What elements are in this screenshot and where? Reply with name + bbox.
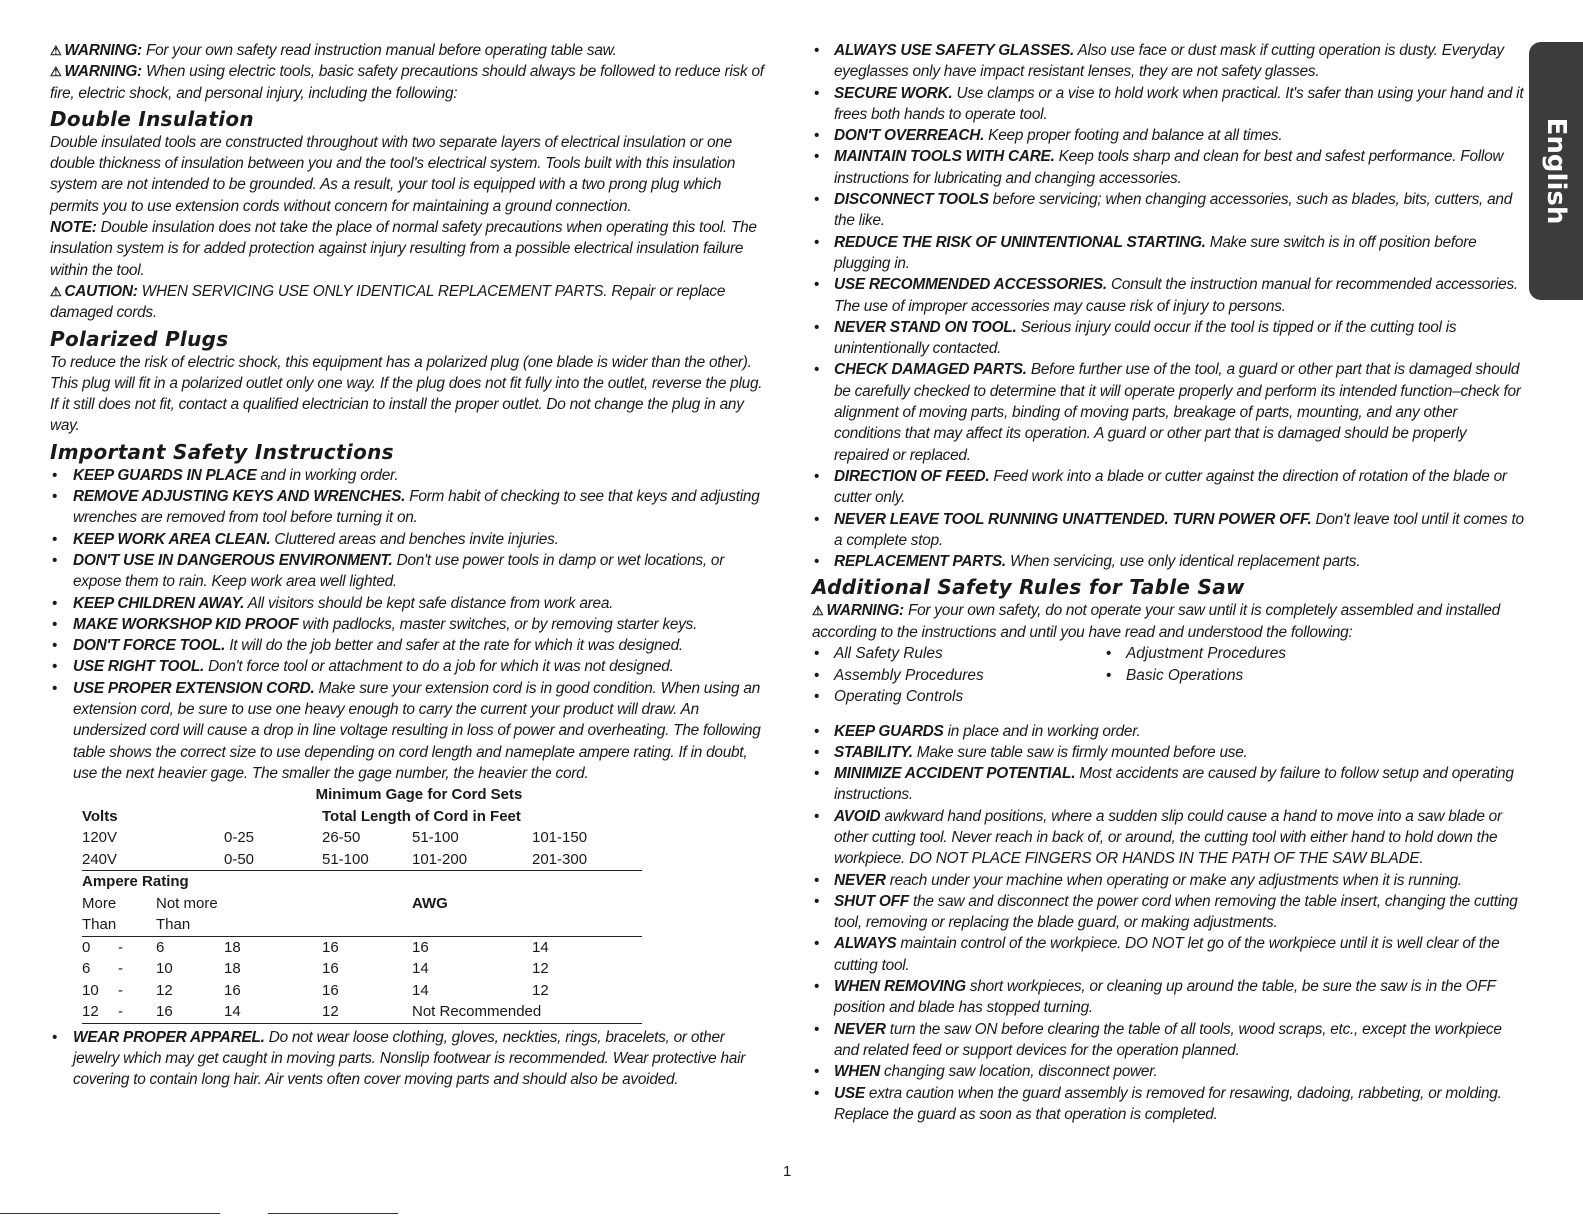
right-column <box>812 40 1524 1125</box>
list-item: • ALWAYS maintain control of the workpiece. DO NOT let go of the workpiece until it is well clear of the cutting tool. <box>812 933 1524 976</box>
table-row <box>82 871 642 893</box>
list-item: • DON'T USE IN DANGEROUS ENVIRONMENT. Don't use power tools in damp or wet locations, or expose them to rain. Keep work area well lighted. <box>50 550 765 593</box>
additional-safety-heading: Additional Safety Rules for Table Saw <box>812 575 1245 600</box>
list-item: • KEEP CHILDREN AWAY. All visitors should be kept safe distance from work area. <box>50 593 765 614</box>
ampere-header: Ampere Rating <box>82 873 189 891</box>
list-item: • NEVER reach under your machine when operating or make any adjustments when it is running. <box>812 870 1524 891</box>
list-item: • NEVER STAND ON TOOL. Serious injury could occur if the tool is tipped or if the cutting tool is unintentionally contacted. <box>812 317 1524 360</box>
list-item: • Adjustment Procedures <box>1104 643 1286 665</box>
list-item: • USE extra caution when the guard assembly is removed for resawing, dadoing, rabbeting, or molding. Replace the guard as soon as that operation is completed. <box>812 1083 1524 1126</box>
sublist-row <box>812 686 1524 708</box>
list-item: • MINIMIZE ACCIDENT POTENTIAL. Most accidents are caused by failure to follow setup and operating instructions. <box>812 763 1524 806</box>
double-insulation-heading: Double Insulation <box>50 106 254 131</box>
important-safety-heading: Important Safety Instructions <box>50 439 394 464</box>
list-item: • WEAR PROPER APPAREL. Do not wear loose clothing, gloves, neckties, rings, bracelets, or other jewelry which may get caught in moving parts. Nonslip footwear is recommended. Wear protective hair covering to contain long hair. Air vents often cover moving parts and should also be avoided. <box>50 1027 765 1091</box>
list-item: • DIRECTION OF FEED. Feed work into a blade or cutter against the direction of rotation of the blade or cutter only. <box>812 466 1524 509</box>
table-row: 0 - 6 18 16 16 14 <box>82 938 549 956</box>
polarized-plugs-text: To reduce the risk of electric shock, this equipment has a polarized plug (one blade is wider than the other). This plug will fit in a polarized outlet only one way. If the plug does not fit fully into the outlet, reverse the plug. If it still does not fit, contact a qualified electrician to install the proper outlet. Do not change the plug in any way. <box>50 353 763 435</box>
list-item: • MAKE WORKSHOP KID PROOF with padlocks, master switches, or by removing starter keys. <box>50 614 765 635</box>
important-safety-list <box>50 465 765 784</box>
table-row: 12 - 16 14 12 Not Recommended <box>82 1001 642 1023</box>
list-item: • CHECK DAMAGED PARTS. Before further use of the tool, a guard or other part that is damaged should be carefully checked to determine that it will operate properly and perform its intended function–check for alignment of moving parts, binding of moving parts, breakage of parts, mounting, and any other conditions that may affect its operation. A guard or other part that is damaged should be properly repaired or replaced. <box>812 359 1524 465</box>
general-safety-list <box>812 40 1524 572</box>
bottom-rule <box>268 1213 398 1214</box>
apparel-list <box>50 1027 765 1091</box>
list-item: • STABILITY. Make sure table saw is firmly mounted before use. <box>812 742 1524 763</box>
warning-triangle-icon: ⚠ <box>50 283 62 299</box>
awg-header: AWG <box>412 894 448 912</box>
list-item: • REDUCE THE RISK OF UNINTENTIONAL STARTING. Make sure switch is in off position before plugging in. <box>812 232 1524 275</box>
bottom-rule <box>0 1213 220 1214</box>
language-tab <box>1529 42 1583 300</box>
note-paragraph: NOTE: Double insulation does not take the place of normal safety precautions when operating this tool. The insulation system is for added protection against injury resulting from a possible electrical insulation failure within the tool. <box>50 219 757 279</box>
warning-triangle-icon: ⚠ <box>50 43 62 58</box>
cord-gage-table <box>82 806 642 1024</box>
list-item: • WHEN changing saw location, disconnect power. <box>812 1061 1524 1082</box>
language-tab-label: English <box>1541 117 1571 225</box>
length-header: Total Length of Cord in Feet <box>322 807 521 825</box>
list-item: • WHEN REMOVING short workpieces, or cleaning up around the table, be sure the saw is in the OFF position and blade has stopped turning. <box>812 976 1524 1019</box>
page-number: 1 <box>783 1163 792 1180</box>
table-row: More Not more AWG <box>82 893 642 915</box>
table-row: 120V 0-25 26-50 51-100 101-150 <box>82 829 588 847</box>
table-row: 240V 0-50 51-100 101-200 201-300 <box>82 849 642 871</box>
list-item: • REMOVE ADJUSTING KEYS AND WRENCHES. Form habit of checking to see that keys and adjusting wrenches are removed from tool before turning it on. <box>50 486 765 529</box>
cord-table-title: Minimum Gage for Cord Sets <box>315 786 523 804</box>
list-item: • REPLACEMENT PARTS. When servicing, use only identical replacement parts. <box>812 551 1524 572</box>
list-item: • USE RIGHT TOOL. Don't force tool or attachment to do a job for which it was not designed. <box>50 656 765 677</box>
warning-paragraph-2: ⚠ WARNING: When using electric tools, basic safety precautions should always be followed to reduce risk of fire, electric shock, and personal injury, including the following: <box>50 63 764 102</box>
list-item: • MAINTAIN TOOLS WITH CARE. Keep tools sharp and clean for best and safest performance. Follow instructions for lubricating and changing accessories. <box>812 146 1524 189</box>
additional-warning: ⚠ WARNING: For your own safety, do not operate your saw until it is completely assembled and installed according to the instructions and until you have read and understood the following: <box>812 602 1500 641</box>
list-item: • SHUT OFF the saw and disconnect the power cord when removing the table insert, changing the cutting tool, removing or replacing the blade guard, or making adjustments. <box>812 891 1524 934</box>
list-item: • AVOID awkward hand positions, where a sudden slip could cause a hand to move into a saw blade or other cutting tool. Never reach in back of, or around, the cutting tool with either hand to hold down the workpiece. DO NOT PLACE FINGERS OR HANDS IN THE PATH OF THE SAW BLADE. <box>812 806 1524 870</box>
warning-paragraph-1: ⚠ WARNING: For your own safety read instruction manual before operating table saw. <box>50 42 617 59</box>
list-item: • DON'T FORCE TOOL. It will do the job better and safer at the rate for which it was designed. <box>50 635 765 656</box>
procedures-sublist <box>812 643 1524 708</box>
table-row: Than Than <box>82 914 642 936</box>
polarized-plugs-heading: Polarized Plugs <box>50 326 229 351</box>
list-item: • USE RECOMMENDED ACCESSORIES. Consult the instruction manual for recommended accessories. The use of improper accessories may cause risk of injury to persons. <box>812 274 1524 317</box>
sublist-row <box>812 665 1524 687</box>
list-item: • KEEP GUARDS IN PLACE and in working order. <box>50 465 765 486</box>
warning-triangle-icon: ⚠ <box>812 603 824 619</box>
list-item: • NEVER LEAVE TOOL RUNNING UNATTENDED. TURN POWER OFF. Don't leave tool until it comes to a complete stop. <box>812 509 1524 552</box>
list-item: • DON'T OVERREACH. Keep proper footing and balance at all times. <box>812 125 1524 146</box>
sublist-row <box>812 643 1524 665</box>
warning-triangle-icon: ⚠ <box>50 64 62 80</box>
list-item: • KEEP WORK AREA CLEAN. Cluttered areas and benches invite injuries. <box>50 529 765 550</box>
list-item: • USE PROPER EXTENSION CORD. Make sure your extension cord is in good condition. When using an extension cord, be sure to use one heavy enough to carry the current your product will draw. An undersized cord will cause a drop in line voltage resulting in loss of power and overheating. The following table shows the correct size to use depending on cord length and nameplate ampere rating. If in doubt, use the next heavier gage. The smaller the gage number, the heavier the cord. <box>50 678 765 784</box>
list-item: • SECURE WORK. Use clamps or a vise to hold work when practical. It's safer than using your hand and it frees both hands to operate tool. <box>812 83 1524 126</box>
list-item: • KEEP GUARDS in place and in working order. <box>812 721 1524 742</box>
double-insulation-text: Double insulated tools are constructed throughout with two separate layers of electrical insulation or one double thickness of insulation between you and the tool's electrical system. Tools built with this insulation system are not intended to be grounded. As a result, your tool is equipped with a two prong plug which permits you to use extension cords without concern for maintaining a ground connection. <box>50 133 736 215</box>
caution-paragraph: ⚠ CAUTION: WHEN SERVICING USE ONLY IDENTICAL REPLACEMENT PARTS. Repair or replace damaged cords. <box>50 282 726 322</box>
list-item: • Assembly Procedures <box>812 665 1104 687</box>
list-item: • Basic Operations <box>1104 665 1243 687</box>
table-row: 10 - 12 16 16 14 12 <box>82 981 549 999</box>
list-item: • ALWAYS USE SAFETY GLASSES. Also use face or dust mask if cutting operation is dusty. Everyday eyeglasses only have impact resistant lenses, they are not safety glasses. <box>812 40 1524 83</box>
left-column <box>50 40 765 1091</box>
table-row <box>82 806 642 828</box>
list-item: • NEVER turn the saw ON before clearing the table of all tools, wood scraps, etc., except the workpiece and related feed or support devices for the operation planned. <box>812 1019 1524 1062</box>
list-item: • All Safety Rules <box>812 643 1104 665</box>
list-item: • Operating Controls <box>812 686 963 708</box>
volts-header: Volts <box>82 807 118 825</box>
list-item: • DISCONNECT TOOLS before servicing; when changing accessories, such as blades, bits, cutters, and the like. <box>812 189 1524 232</box>
table-saw-rules-list <box>812 721 1524 1126</box>
table-row: 6 - 10 18 16 14 12 <box>82 960 549 978</box>
